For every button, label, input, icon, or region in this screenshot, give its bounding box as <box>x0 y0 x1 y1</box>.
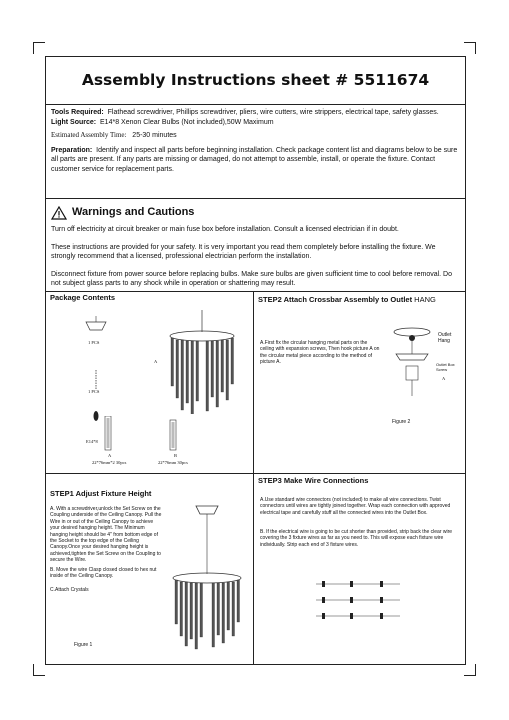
prep-text: Identify and inspect all parts before beginning installation. Check package content list and diagrams below to be sure all parts are present. If any parts are missing or damaged, do not attempt to assemble, install, or operate the fixture. Contact customer service for replacement parts. <box>51 146 458 173</box>
warning-para-1: Turn off electricity at circuit breaker or main fuse box before installation. Consult a licensed electrician if in doubt. <box>51 226 399 233</box>
warnings-header <box>51 204 460 222</box>
steps-grid <box>46 291 465 664</box>
time-text: 25-30 minutes <box>132 132 177 139</box>
crop-mark-top-left <box>33 42 45 54</box>
step3-title: STEP3 Make Wire Connections <box>258 476 369 485</box>
chain-qty: 1 PCS <box>88 389 100 394</box>
package-contents-panel <box>46 292 254 474</box>
outlet-box-label: Outlet Box Screw <box>436 362 455 372</box>
step2-figure-label: Figure 2 <box>392 419 411 425</box>
step2-title <box>258 295 436 304</box>
step3-instruction-a: A.Use standard wire connectors (not included) to make all wire connections. Twist connectors until wires are tightly joined together. Wrap each connection with approved electrical tape and carefully stuff all the connected wires into the Outlet Box. <box>260 497 451 516</box>
chandelier-illustration <box>158 310 246 414</box>
page-title: Assembly Instructions sheet # 5511674 <box>81 71 430 89</box>
step2-panel <box>254 292 465 474</box>
step3-panel <box>254 474 465 665</box>
warnings-section <box>46 198 465 297</box>
chandelier-label-a: A <box>154 359 158 364</box>
step1-title: STEP1 Adjust Fixture Height <box>50 489 152 498</box>
tools-text: Flathead screwdriver, Phillips screwdriver, pliers, wire cutters, wire strippers, electrical tape, safety glasses. <box>107 109 439 116</box>
warning-para-3: Disconnect fixture from power source before replacing bulbs. Make sure bulbs are given sufficient time to cool before removal. Do not subject glass parts to any shock while in operation or shattering may result. <box>51 270 453 287</box>
step1-figure-label: Figure 1 <box>74 642 93 648</box>
step2-instructions: A.First fix the circular hanging metal parts on the ceiling with expansion screws, Then hook picture A on the circular metal piece according to the method of picture A. <box>260 340 380 366</box>
package-contents-title: Package Contents <box>50 293 116 302</box>
info-section <box>46 104 465 174</box>
step3-instruction-b: B. If the electrical wire is going to be cut shorter than provided, strip back the clear wire covering the 3 fixture wires as far as you need to. This will expose each fixture wire individually. Strip each end of 3 fixture wires. <box>260 529 453 548</box>
crystal-b-letter: B <box>174 453 178 458</box>
crystal-a-qty: 22*76mm*2 30pcs <box>92 460 127 465</box>
tools-line <box>51 108 460 118</box>
crop-mark-bottom-left <box>33 664 45 676</box>
step2-letter-a: A <box>442 376 446 381</box>
step1-instruction-a: A. With a screwdriver,unlock the Set Screw on the Coupling underside of the Ceiling Canopy. Pull the Wire in or out of the Ceiling Canopy to achieve your desired hanging height. The Minimum hanging height should be 4" from bottom edge of the Socket to the top edge of the Ceiling Canopy.Once your desired hanging height is achieved,tighten the Set Screw on the Coupling to secure the Wire. <box>50 506 162 564</box>
crop-mark-top-right <box>464 42 476 54</box>
time-label: Estimated Assembly Time: <box>51 131 127 139</box>
crystal-a-letter: A <box>108 453 112 458</box>
chandelier-hanging-illustration <box>162 504 252 654</box>
prep-line <box>51 146 460 175</box>
step1-instruction-b: B. Move the wire Clasp closed closed to hex nut inside of the Ceiling Canopy. <box>50 567 157 580</box>
step2-title-extra: HANG <box>414 295 436 304</box>
light-line <box>51 118 460 128</box>
warning-para-2: These instructions are provided for your safety. It is very important you read them completely before installing the fixture. We strongly recommend that a licensed, professional electrician perform the installation. <box>51 243 436 260</box>
canopy-qty: 1 PCS <box>88 340 100 345</box>
outlet-hang-label: Outlet Hang <box>438 332 452 345</box>
bulb-qty: E14*8 <box>86 439 98 444</box>
step1-panel <box>46 474 254 665</box>
instruction-sheet <box>45 56 466 665</box>
light-text: E14*8 Xenon Clear Bulbs (Not included),50W Maximum <box>100 118 274 126</box>
canopy-chain-bulb-illustration <box>76 312 116 432</box>
prep-label: Preparation: <box>51 146 93 154</box>
step2-title-main: STEP2 Attach Crossbar Assembly to Outlet <box>258 295 413 304</box>
warning-triangle-icon <box>51 206 67 220</box>
step1-instruction-c: C.Attach Crystals <box>50 587 89 593</box>
light-label: Light Source: <box>51 118 97 126</box>
crop-mark-bottom-right <box>464 664 476 676</box>
tools-label: Tools Required: <box>51 109 104 116</box>
outlet-hang-illustration <box>386 324 438 404</box>
wire-connection-illustration <box>314 578 404 630</box>
crystal-parts-illustration <box>90 416 220 452</box>
crystal-b-qty: 22*76mm 30pcs <box>158 460 188 465</box>
warnings-title: Warnings and Cautions <box>72 206 195 219</box>
time-line <box>51 131 460 141</box>
